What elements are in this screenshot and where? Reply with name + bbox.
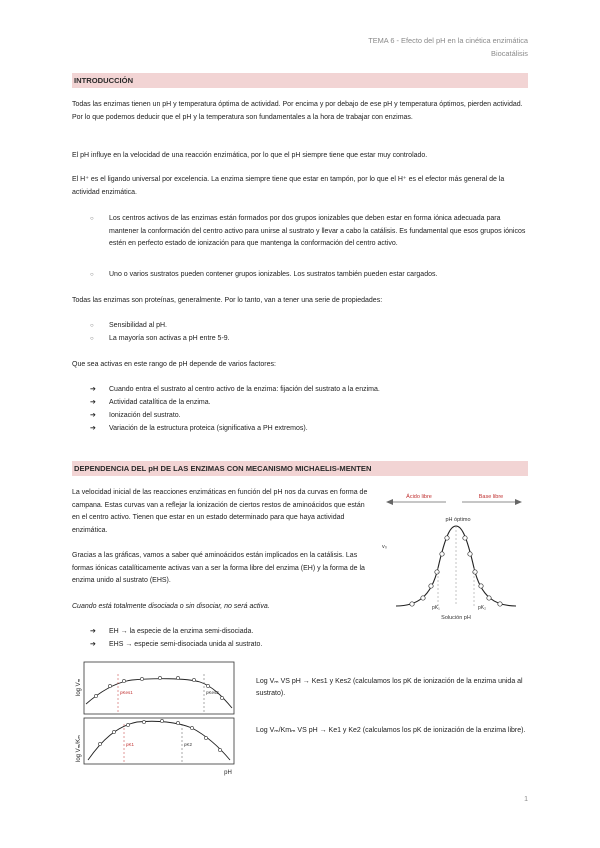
arrow-right-icon: ➔ <box>90 641 96 648</box>
arrow-right-icon: ➔ <box>90 412 96 419</box>
list-item: ➔ EHS → especie semi-disociada unida al sustrato. <box>90 639 528 652</box>
section-title-intro: INTRODUCCIÓN <box>72 73 528 88</box>
bottom-curve-line <box>88 721 230 760</box>
arrow-right-icon: ➔ <box>90 386 96 393</box>
caption-log-vm-km: Log Vₘ/Kmₘ VS pH → Ke1 y Ke2 (calculamos los pK de ionización de la enzima libre). <box>256 727 526 734</box>
x-axis-label: Solución pH <box>441 615 471 621</box>
mm-paragraph-3: Cuando está totalmente disociada o sin disociar, no será activa. <box>72 603 270 610</box>
arrow-right-icon: ➔ <box>90 399 96 406</box>
bottom-pk1-label: pK1 <box>126 742 135 747</box>
top-pk1-label: pKes1 <box>120 690 133 695</box>
optimum-label: pH óptimo <box>445 517 471 523</box>
circle-bullet-icon: ○ <box>90 272 94 278</box>
page-number: 1 <box>524 796 528 803</box>
list-item: ○ Uno o varios sustratos pueden contener grupos ionizables. Los sustratos también pueden estar cargados. <box>90 269 528 282</box>
arrow-right-icon: ➔ <box>90 628 96 635</box>
list-item: ○ La mayoría son activas a pH entre 5-9. <box>90 333 528 346</box>
x-axis-label: pH <box>224 770 232 776</box>
intro-paragraph-2: El pH influye en la velocidad de una reacción enzimática, por lo que el pH siempre tiene que estar muy controlado. <box>72 152 428 159</box>
bottom-data-points <box>98 719 221 751</box>
circle-bullet-icon: ○ <box>90 336 94 342</box>
mm-paragraph-1: La velocidad inicial de las reacciones enzimáticas en función del pH nos da curvas en forma de campana. Estas curvas van a reflejar la ionización de ciertos restos de aminoácidos que están en el centro activo. Tienen que estar en un estado determinado para que haya actividad enzimática. <box>72 489 368 534</box>
bottom-y-axis-label: log Vₘ/Kₘ <box>76 735 82 762</box>
pk1-label: pK₁ <box>432 605 440 611</box>
list-item: ➔ Variación de la estructura proteica (significativa a PH extremos). <box>90 423 528 436</box>
caption-log-vm: Log Vₘ VS pH → Kes1 y Kes2 (calculamos los pK de ionización de la enzima unida al sustrato). <box>256 678 523 698</box>
section-title-michaelis-menten: DEPENDENCIA DEL pH DE LAS ENZIMAS CON MECANISMO MICHAELIS-MENTEN <box>72 461 528 476</box>
mm-paragraph-2: Gracias a las gráficas, vamos a saber qué aminoácidos están implicados en la catálisis. Las formas iónicas catalíticamente activas van a ser la forma libre del enzima (EH) y la forma de la enzima unido al sustrato (EHS). <box>72 552 365 585</box>
arrow-right-icon: ➔ <box>90 425 96 432</box>
top-pk2-label: pKes2 <box>206 690 219 695</box>
acid-label: Ácido libre <box>406 494 432 500</box>
list-item: ➔ EH → la especie de la enzima semi-disociada. <box>90 626 528 639</box>
list-item: ➔ Cuando entra el sustrato al centro activo de la enzima: fijación del sustrato a la enzima. <box>90 384 528 397</box>
intro-paragraph-4: Todas las enzimas son proteínas, generalmente. Por lo tanto, van a tener una serie de propiedades: <box>72 297 383 304</box>
list-item: ○ Los centros activos de las enzimas están formados por dos grupos ionizables que deben estar en forma iónica adecuada para mantener la conformación del centro activo para unirse al sustrato y llevar a cabo la catálisis. Es fundamental que esos grupos iónicos estén en perfecto estado de ionización para que mantenga la conformación del centro activo. <box>90 215 526 248</box>
base-label: Base libre <box>478 494 504 500</box>
intro-paragraph-5: Que sea activas en este rango de pH depende de varios factores: <box>72 361 276 368</box>
bottom-pk2-label: pK2 <box>184 742 193 747</box>
list-item: ○ Sensibilidad al pH. <box>90 320 528 333</box>
intro-paragraph-3: El H⁺ es el ligando universal por excelencia. La enzima siempre tiene que estar en tampón, por lo que el H⁺ es el efector más general de la actividad enzimática. <box>72 176 505 196</box>
circle-bullet-icon: ○ <box>90 323 94 329</box>
circle-bullet-icon: ○ <box>90 216 94 222</box>
header-subject: Biocatálisis <box>491 49 528 58</box>
y-axis-label: v₀ <box>382 544 388 550</box>
log-plots-figure <box>72 660 242 778</box>
pk2-label: pK₂ <box>478 605 487 611</box>
list-item: ➔ Ionización del sustrato. <box>90 410 528 423</box>
ph-bell-curve-figure <box>376 488 532 624</box>
header-topic: TEMA 6 - Efecto del pH en la cinética enzimática <box>368 36 528 45</box>
intro-paragraph-1: Todas las enzimas tienen un pH y temperatura óptima de actividad. Por encima y por debajo de ese pH y temperatura óptimos, pierden actividad. Por lo que podemos deducir que el pH y la temperatura son fundamentales a la hora de trabajar con enzimas. <box>72 101 523 121</box>
top-y-axis-label: log Vₘ <box>76 678 82 696</box>
list-item: ➔ Actividad catalítica de la enzima. <box>90 397 528 410</box>
